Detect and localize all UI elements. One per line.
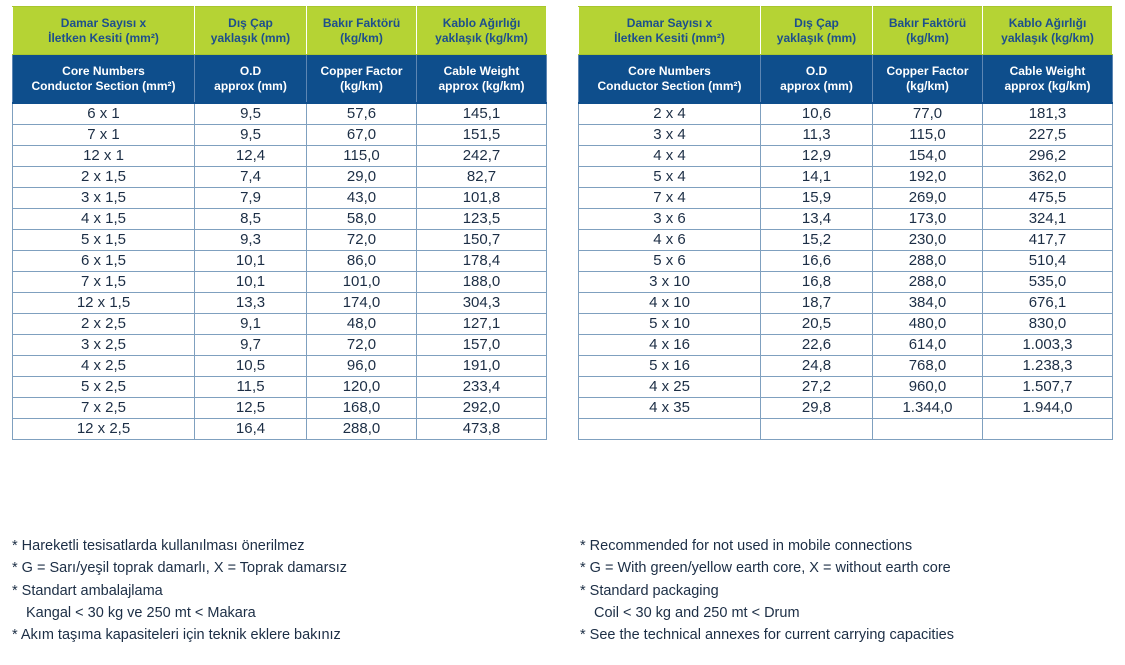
col-header-en: Cable Weight approx (kg/km) — [983, 55, 1113, 104]
table-row — [13, 230, 547, 251]
table-cell: 1.944,0 — [983, 398, 1113, 419]
table-cell: 15,9 — [761, 188, 873, 209]
table-row — [13, 125, 547, 146]
table-row — [579, 146, 1113, 167]
table-row — [13, 209, 547, 230]
table-cell: 4 x 1,5 — [13, 209, 195, 230]
table-cell: 181,3 — [983, 103, 1113, 125]
table-cell: 48,0 — [307, 314, 417, 335]
table-cell — [579, 419, 761, 440]
col-header-tr: Dış Çap yaklaşık (mm) — [761, 7, 873, 55]
table-cell: 4 x 4 — [579, 146, 761, 167]
note-line: * G = Sarı/yeşil toprak damarlı, X = Toprak damarsız — [12, 560, 347, 577]
notes-english — [580, 535, 954, 646]
note-line: Coil < 30 kg and 250 mt < Drum — [594, 604, 800, 621]
table-cell: 676,1 — [983, 293, 1113, 314]
col-header-tr: Kablo Ağırlığı yaklaşık (kg/km) — [983, 7, 1113, 55]
table-cell: 1.003,3 — [983, 335, 1113, 356]
table-cell: 12 x 1 — [13, 146, 195, 167]
table-row — [579, 103, 1113, 125]
table-cell: 292,0 — [417, 398, 547, 419]
table-cell: 151,5 — [417, 125, 547, 146]
table-row — [579, 251, 1113, 272]
table-row — [13, 335, 547, 356]
table-cell: 72,0 — [307, 335, 417, 356]
table-row — [13, 377, 547, 398]
table-cell: 9,3 — [195, 230, 307, 251]
table-row — [579, 356, 1113, 377]
table-cell: 16,8 — [761, 272, 873, 293]
table-cell: 18,7 — [761, 293, 873, 314]
table-cell: 96,0 — [307, 356, 417, 377]
table-row — [579, 125, 1113, 146]
table-cell: 10,1 — [195, 272, 307, 293]
note-line: * Recommended for not used in mobile connections — [580, 538, 913, 554]
table-cell: 115,0 — [307, 146, 417, 167]
table-cell: 4 x 10 — [579, 293, 761, 314]
table-cell: 11,3 — [761, 125, 873, 146]
table-cell: 480,0 — [873, 314, 983, 335]
cable-table-left — [12, 6, 547, 440]
note-line: * Akım taşıma kapasiteleri için teknik eklere bakınız — [12, 627, 341, 644]
table-cell: 362,0 — [983, 167, 1113, 188]
table-cell: 233,4 — [417, 377, 547, 398]
table-cell: 3 x 10 — [579, 272, 761, 293]
col-header-en: O.D approx (mm) — [761, 55, 873, 104]
table-row — [13, 293, 547, 314]
table-cell: 11,5 — [195, 377, 307, 398]
table-cell: 242,7 — [417, 146, 547, 167]
table-cell: 9,1 — [195, 314, 307, 335]
note-line: * Hareketli tesisatlarda kullanılması önerilmez — [12, 538, 305, 554]
table-cell: 154,0 — [873, 146, 983, 167]
table-cell: 5 x 4 — [579, 167, 761, 188]
table-cell: 115,0 — [873, 125, 983, 146]
table-cell: 188,0 — [417, 272, 547, 293]
table-cell: 384,0 — [873, 293, 983, 314]
table-cell: 7,9 — [195, 188, 307, 209]
col-header-en: Copper Factor (kg/km) — [307, 55, 417, 104]
table-row — [13, 272, 547, 293]
table-cell: 86,0 — [307, 251, 417, 272]
table-cell: 12 x 1,5 — [13, 293, 195, 314]
table-cell: 4 x 6 — [579, 230, 761, 251]
table-cell: 3 x 1,5 — [13, 188, 195, 209]
table-cell: 7 x 4 — [579, 188, 761, 209]
table-cell: 1.344,0 — [873, 398, 983, 419]
note-line: Kangal < 30 kg ve 250 mt < Makara — [26, 604, 256, 621]
table-cell: 5 x 16 — [579, 356, 761, 377]
col-header-tr: Dış Çap yaklaşık (mm) — [195, 7, 307, 55]
table-cell: 77,0 — [873, 103, 983, 125]
table-cell: 29,0 — [307, 167, 417, 188]
table-cell: 58,0 — [307, 209, 417, 230]
cable-table-right — [578, 6, 1113, 440]
col-header-tr: Bakır Faktörü (kg/km) — [307, 7, 417, 55]
table-cell: 288,0 — [873, 272, 983, 293]
table-cell: 3 x 4 — [579, 125, 761, 146]
table-cell: 24,8 — [761, 356, 873, 377]
col-header-en: Cable Weight approx (kg/km) — [417, 55, 547, 104]
table-cell: 43,0 — [307, 188, 417, 209]
notes-turkish — [12, 535, 347, 646]
table-cell: 7 x 1,5 — [13, 272, 195, 293]
table-cell: 192,0 — [873, 167, 983, 188]
table-cell: 127,1 — [417, 314, 547, 335]
table-cell: 4 x 25 — [579, 377, 761, 398]
col-header-tr: Kablo Ağırlığı yaklaşık (kg/km) — [417, 7, 547, 55]
table-cell: 830,0 — [983, 314, 1113, 335]
table-cell: 14,1 — [761, 167, 873, 188]
note-line: * Standart ambalajlama — [12, 582, 163, 599]
table-cell: 2 x 2,5 — [13, 314, 195, 335]
table-row — [13, 356, 547, 377]
table-cell: 12,5 — [195, 398, 307, 419]
table-cell: 10,1 — [195, 251, 307, 272]
table-cell: 8,5 — [195, 209, 307, 230]
table-cell: 16,6 — [761, 251, 873, 272]
col-header-tr: Damar Sayısı x İletken Kesiti (mm²) — [579, 7, 761, 55]
table-cell: 12,4 — [195, 146, 307, 167]
table-cell: 4 x 35 — [579, 398, 761, 419]
table-cell: 2 x 1,5 — [13, 167, 195, 188]
table-cell: 510,4 — [983, 251, 1113, 272]
table-row — [579, 272, 1113, 293]
table-cell: 475,5 — [983, 188, 1113, 209]
table-cell: 304,3 — [417, 293, 547, 314]
table-cell: 535,0 — [983, 272, 1113, 293]
table-cell: 960,0 — [873, 377, 983, 398]
table-cell: 7 x 2,5 — [13, 398, 195, 419]
table-row — [13, 103, 547, 125]
table-cell: 57,6 — [307, 103, 417, 125]
table-cell: 16,4 — [195, 419, 307, 440]
table-cell: 178,4 — [417, 251, 547, 272]
table-row — [579, 209, 1113, 230]
table-cell: 6 x 1 — [13, 103, 195, 125]
table-cell: 2 x 4 — [579, 103, 761, 125]
table-cell: 768,0 — [873, 356, 983, 377]
header-row-english — [579, 55, 1113, 104]
table-cell: 7,4 — [195, 167, 307, 188]
table-cell: 10,6 — [761, 103, 873, 125]
table-cell: 269,0 — [873, 188, 983, 209]
table-cell: 15,2 — [761, 230, 873, 251]
table-row — [579, 314, 1113, 335]
table-cell: 5 x 6 — [579, 251, 761, 272]
table-cell: 67,0 — [307, 125, 417, 146]
table-cell: 417,7 — [983, 230, 1113, 251]
table-cell: 101,0 — [307, 272, 417, 293]
table-cell: 82,7 — [417, 167, 547, 188]
table-row — [579, 167, 1113, 188]
table-cell: 3 x 2,5 — [13, 335, 195, 356]
table-cell: 5 x 1,5 — [13, 230, 195, 251]
table-cell: 12 x 2,5 — [13, 419, 195, 440]
note-line: * G = With green/yellow earth core, X = without earth core — [580, 560, 951, 577]
note-line: * Standard packaging — [580, 582, 719, 599]
table-cell: 13,3 — [195, 293, 307, 314]
table-row — [13, 146, 547, 167]
table-cell: 1.238,3 — [983, 356, 1113, 377]
table-cell: 29,8 — [761, 398, 873, 419]
table-cell: 101,8 — [417, 188, 547, 209]
table-cell: 123,5 — [417, 209, 547, 230]
table-cell: 288,0 — [873, 251, 983, 272]
table-row — [579, 398, 1113, 419]
table-cell: 20,5 — [761, 314, 873, 335]
table-cell: 150,7 — [417, 230, 547, 251]
table-cell: 72,0 — [307, 230, 417, 251]
table-cell: 173,0 — [873, 209, 983, 230]
table-cell: 174,0 — [307, 293, 417, 314]
table-row — [13, 251, 547, 272]
table-cell: 7 x 1 — [13, 125, 195, 146]
table-cell: 5 x 2,5 — [13, 377, 195, 398]
table-cell: 10,5 — [195, 356, 307, 377]
table-row — [579, 293, 1113, 314]
table-cell: 9,7 — [195, 335, 307, 356]
table-cell: 191,0 — [417, 356, 547, 377]
table-cell: 3 x 6 — [579, 209, 761, 230]
table-row — [13, 314, 547, 335]
col-header-en: Core Numbers Conductor Section (mm²) — [579, 55, 761, 104]
table-row — [13, 188, 547, 209]
table-cell: 5 x 10 — [579, 314, 761, 335]
col-header-tr: Bakır Faktörü (kg/km) — [873, 7, 983, 55]
table-cell: 230,0 — [873, 230, 983, 251]
table-cell: 4 x 16 — [579, 335, 761, 356]
note-line: * See the technical annexes for current carrying capacities — [580, 627, 954, 644]
table-row — [13, 167, 547, 188]
table-cell: 157,0 — [417, 335, 547, 356]
col-header-en: Core Numbers Conductor Section (mm²) — [13, 55, 195, 104]
table-cell: 27,2 — [761, 377, 873, 398]
table-cell: 12,9 — [761, 146, 873, 167]
table-cell: 614,0 — [873, 335, 983, 356]
table-cell — [983, 419, 1113, 440]
table-row — [579, 419, 1113, 440]
table-row — [579, 335, 1113, 356]
table-cell — [873, 419, 983, 440]
table-cell: 4 x 2,5 — [13, 356, 195, 377]
table-cell: 1.507,7 — [983, 377, 1113, 398]
table-cell: 6 x 1,5 — [13, 251, 195, 272]
header-row-english — [13, 55, 547, 104]
table-cell: 473,8 — [417, 419, 547, 440]
table-cell: 9,5 — [195, 125, 307, 146]
table-row — [13, 398, 547, 419]
table-cell: 120,0 — [307, 377, 417, 398]
col-header-en: O.D approx (mm) — [195, 55, 307, 104]
table-cell: 168,0 — [307, 398, 417, 419]
table-row — [579, 230, 1113, 251]
table-cell: 296,2 — [983, 146, 1113, 167]
col-header-en: Copper Factor (kg/km) — [873, 55, 983, 104]
table-row — [579, 188, 1113, 209]
table-cell: 288,0 — [307, 419, 417, 440]
header-row-turkish — [579, 7, 1113, 55]
table-cell: 145,1 — [417, 103, 547, 125]
header-row-turkish — [13, 7, 547, 55]
table-cell: 9,5 — [195, 103, 307, 125]
col-header-tr: Damar Sayısı x İletken Kesiti (mm²) — [13, 7, 195, 55]
table-row — [579, 377, 1113, 398]
table-cell: 22,6 — [761, 335, 873, 356]
table-row — [13, 419, 547, 440]
table-cell: 13,4 — [761, 209, 873, 230]
table-cell: 227,5 — [983, 125, 1113, 146]
table-cell — [761, 419, 873, 440]
table-cell: 324,1 — [983, 209, 1113, 230]
